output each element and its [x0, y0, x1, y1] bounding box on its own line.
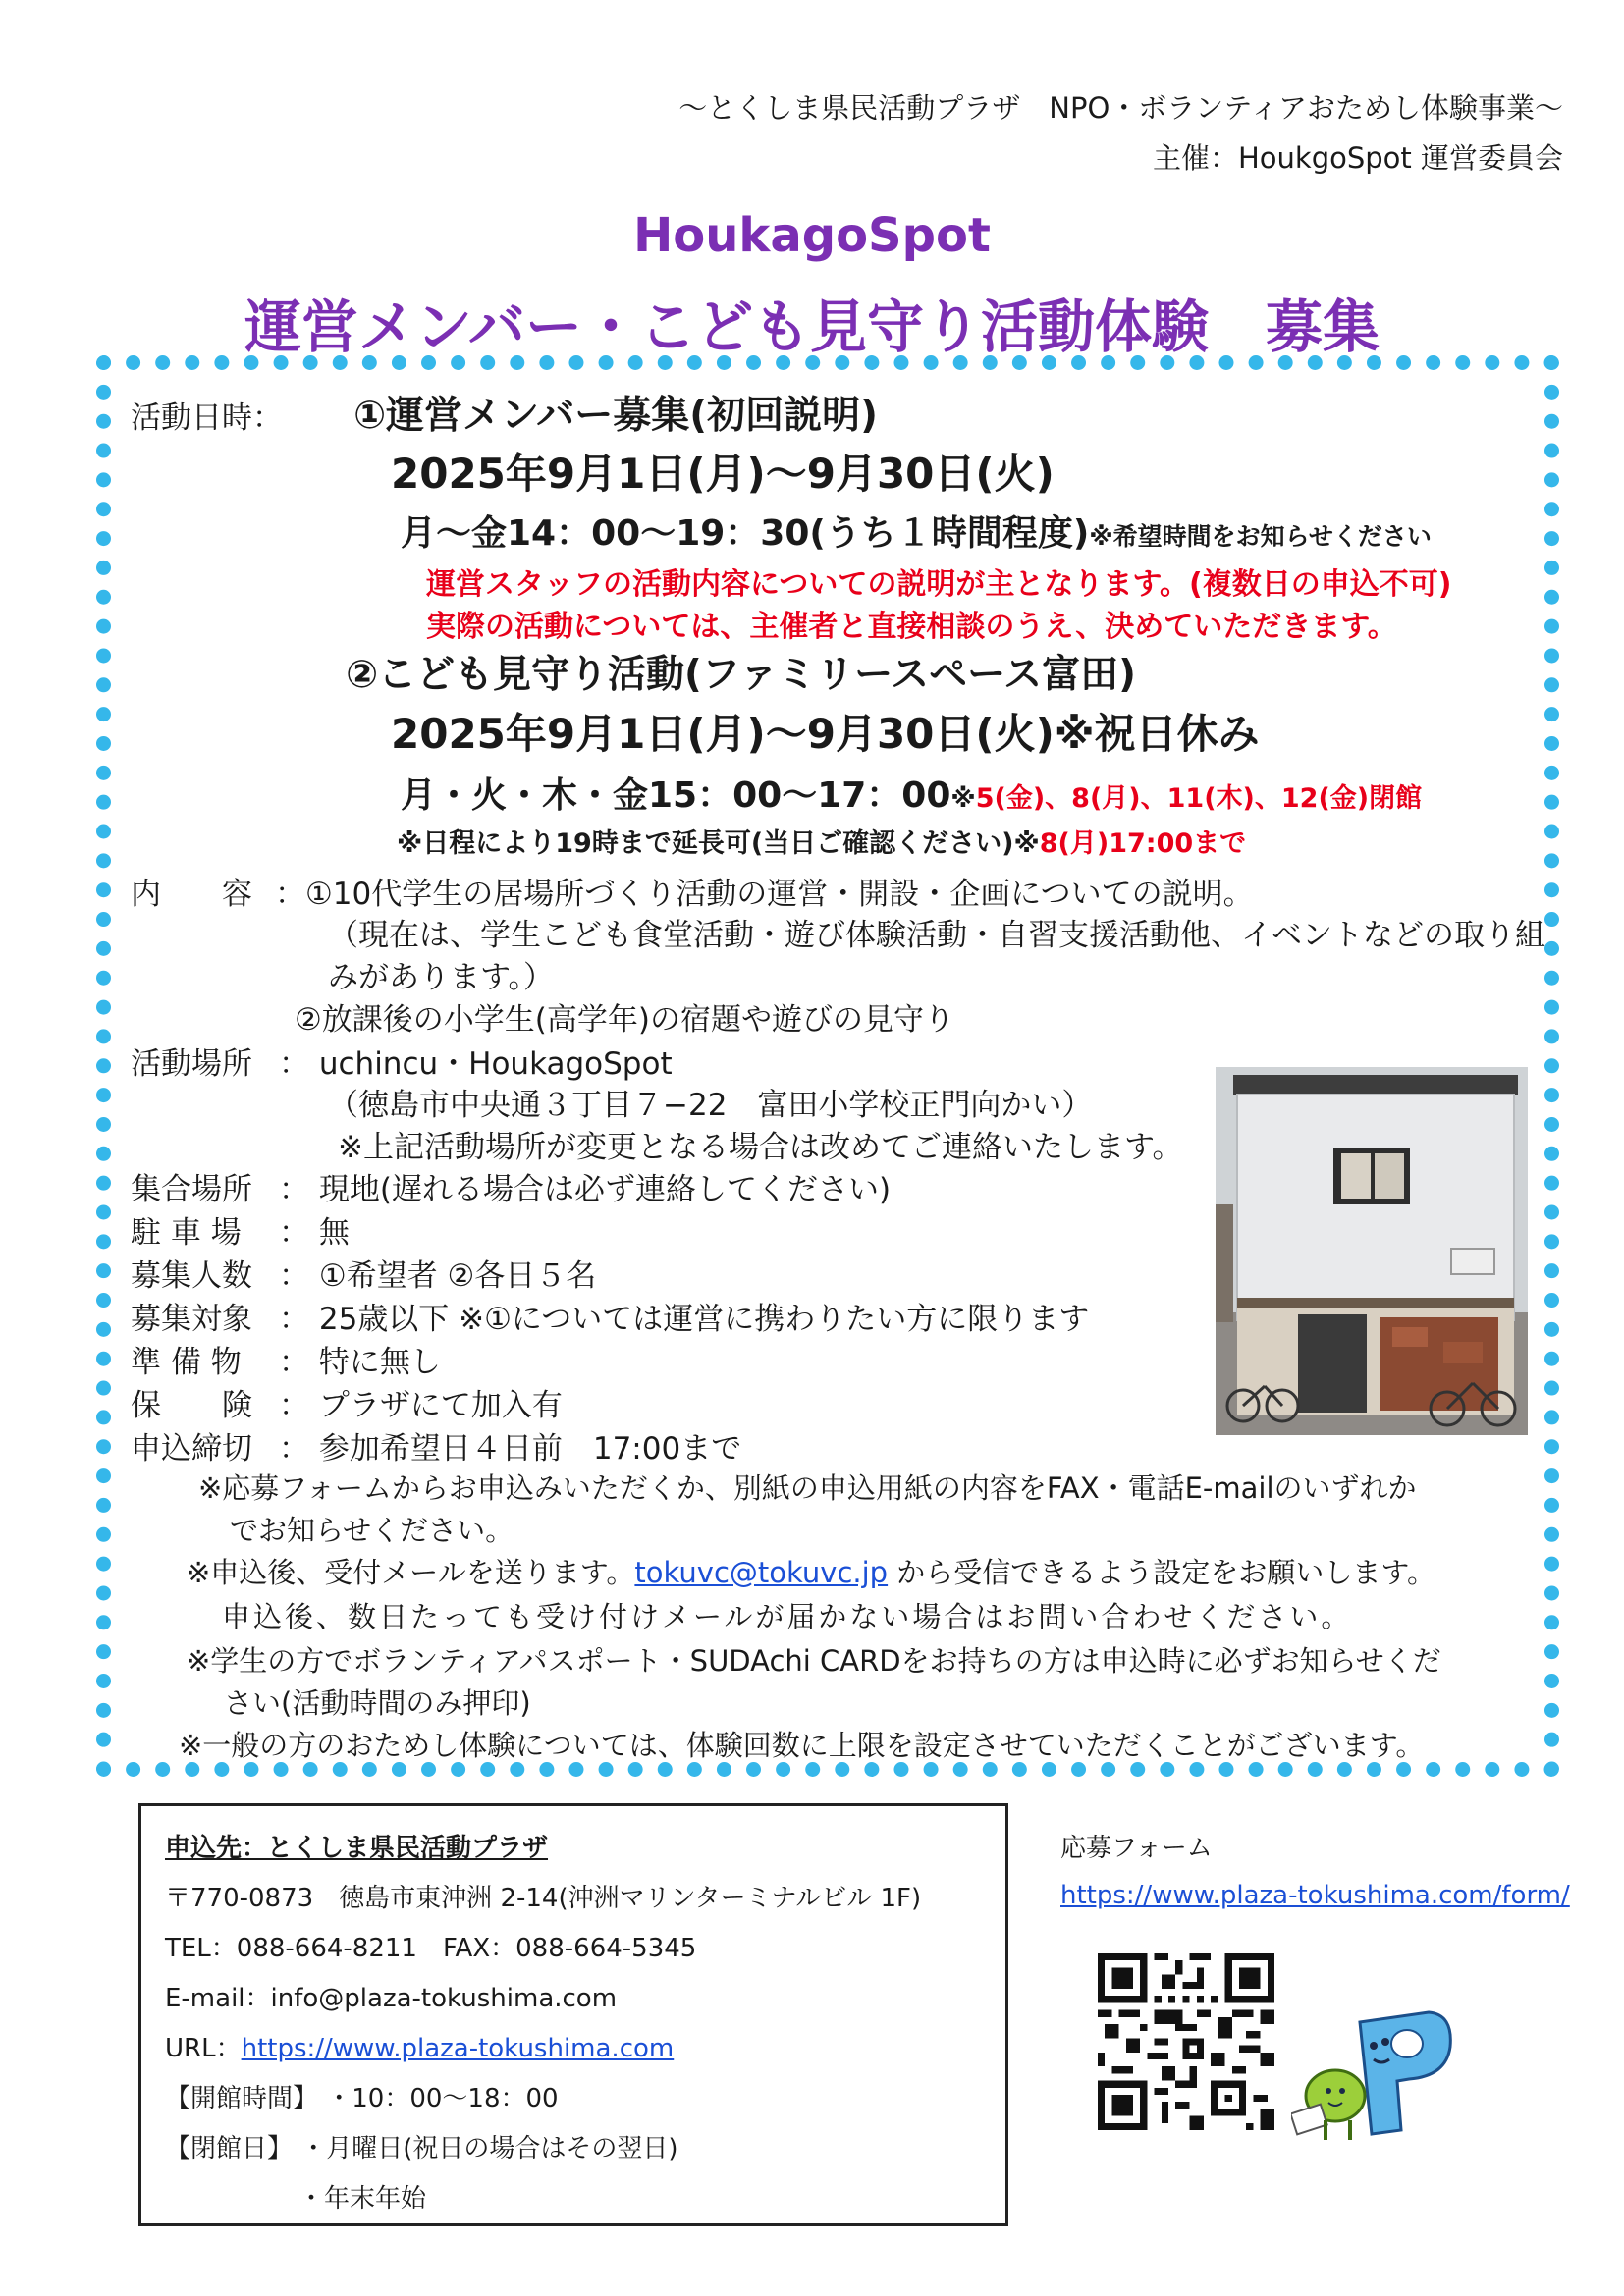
note-2b: 申込後、数日たっても受け付けメールが届かない場合はお問い合わせください。 [222, 1600, 1353, 1633]
page-title: HoukagoSpot [633, 208, 991, 263]
building-photo [1216, 1067, 1528, 1435]
form-label: 応募フォーム [1060, 1834, 1213, 1863]
schedule-item2-time: 月・火・木・金15：00～17：00 [401, 775, 951, 816]
parking-label: 駐 車 場 [131, 1215, 242, 1251]
note-1a: ※応募フォームからお申込みいただくか、別紙の申込用紙の内容をFAX・電話E-mailのいずれか [198, 1471, 1417, 1505]
contact-url-link[interactable]: https://www.plaza-tokushima.com [241, 2034, 675, 2063]
schedule-item2-time-row [401, 768, 1422, 818]
count-label: 募集人数 [131, 1258, 252, 1294]
header-organizer-line: 主催：HoukgoSpot 運営委員会 [1152, 141, 1563, 175]
content-label: 内 容 [131, 877, 252, 912]
contact-tel-fax: TEL：088-664-8211 FAX：088-664-5345 [165, 1934, 697, 1963]
schedule-item2-dates: 2025年9月1日(月)～9月30日(火)※祝日休み [391, 710, 1260, 758]
schedule-item1-time-note: ※希望時間をお知らせください [1089, 522, 1432, 551]
contact-url-row [165, 2028, 674, 2064]
contact-email[interactable]: E-mail：info@plaza-tokushima.com [165, 1984, 618, 2013]
qr-code[interactable] [1098, 1953, 1274, 2130]
schedule-item2-ext-row [397, 822, 1246, 860]
note-2-pre: ※申込後、受付メールを送ります。 [187, 1556, 635, 1589]
schedule-item1-title: ①運営メンバー募集(初回説明) [353, 394, 878, 438]
place-line-2: （徳島市中央通３丁目７−22 富田小学校正門向かい） [328, 1088, 1093, 1123]
deadline-value: ： 参加希望日４日前 17:00まで [279, 1431, 742, 1467]
insurance-label: 保 険 [131, 1388, 252, 1423]
page-subtitle: 運営メンバー・こども見守り活動体験 募集 [244, 294, 1380, 360]
target-label: 募集対象 [131, 1302, 252, 1337]
items-value: ： 特に無し [279, 1345, 441, 1380]
schedule-item1-time-row [401, 506, 1432, 556]
note-3b: さい(活動時間のみ押印) [224, 1686, 531, 1720]
header-program-line: ～とくしま県民活動プラザ NPO・ボランティアおためし体験事業～ [678, 91, 1563, 125]
form-url-link[interactable]: https://www.plaza-tokushima.com/form/ [1060, 1881, 1570, 1910]
content-line-4: ②放課後の小学生(高学年)の宿題や遊びの見守り [295, 1002, 954, 1038]
support-email-link[interactable]: tokuvc@tokuvc.jp [634, 1556, 889, 1589]
place-line-3: ※上記活動場所が変更となる場合は改めてご連絡いたします。 [338, 1130, 1183, 1165]
place-line-1: ： uchincu・HoukagoSpot [279, 1046, 673, 1082]
contact-url-label: URL： [165, 2034, 242, 2063]
contact-box [138, 1803, 1008, 2226]
place-label: 活動場所 [131, 1046, 252, 1082]
note-2 [187, 1551, 1435, 1591]
insurance-value: ： プラザにて加入有 [279, 1388, 563, 1423]
content-line-2: （現在は、学生こども食堂活動・遊び体験活動・自習支援活動他、イベントなどの取り組 [328, 918, 1545, 953]
deadline-label: 申込締切 [131, 1431, 252, 1467]
meet-value: ： 現地(遅れる場合は必ず連絡してください) [279, 1172, 892, 1207]
note-3a: ※学生の方でボランティアパスポート・SUDAchi CARDをお持ちの方は申込時に必ずお知らせくだ [187, 1644, 1441, 1678]
content-line-1: ：①10代学生の居場所づくり活動の運営・開設・企画についての説明。 [275, 877, 1254, 912]
items-label: 準 備 物 [131, 1345, 242, 1380]
parking-value: ： 無 [279, 1215, 350, 1251]
contact-title: 申込先：とくしま県民活動プラザ [165, 1834, 549, 1863]
schedule-item1-note-red-1: 運営スタッフの活動内容についての説明が主となります。(複数日の申込不可) [426, 567, 1452, 602]
contact-hours: 【開館時間】 ・10：00～18：00 [165, 2084, 559, 2113]
schedule-item2-closed-mark: ※ [950, 784, 976, 814]
contact-closed-newyear: ・年末年始 [298, 2184, 427, 2214]
count-value: ： ①希望者 ②各日５名 [279, 1258, 597, 1294]
note-1b: でお知らせください。 [230, 1514, 514, 1547]
meet-label: 集合場所 [131, 1172, 252, 1207]
schedule-item2-title: ②こども見守り活動(ファミリースペース富田) [346, 653, 1136, 697]
schedule-item1-dates: 2025年9月1日(月)～9月30日(火) [391, 450, 1055, 498]
schedule-item2-ext-red: 8(月)17:00まで [1039, 828, 1247, 859]
schedule-item2-closed: 5(金)、8(月)、11(木)、12(金)閉館 [975, 783, 1423, 814]
note-4: ※一般の方のおためし体験については、体験回数に上限を設定させていただくことがございます。 [179, 1729, 1425, 1762]
schedule-item1-time: 月～金14：00～19：30(うち１時間程度) [401, 513, 1090, 554]
mascot-illustration [1291, 2002, 1463, 2150]
contact-address: 〒770-0873 徳島市東沖洲 2-14(沖洲マリンターミナルビル 1F) [165, 1884, 922, 1913]
schedule-label: 活動日時： [131, 400, 283, 436]
schedule-item1-note-red-2: 実際の活動については、主催者と直接相談のうえ、決めていただきます。 [426, 610, 1397, 644]
target-value: ： 25歳以下 ※①については運営に携わりたい方に限ります [279, 1302, 1090, 1337]
contact-closed-days: 【閉館日】 ・月曜日(祝日の場合はその翌日) [165, 2134, 678, 2163]
note-2-post: から受信できるよう設定をお願いします。 [888, 1556, 1435, 1589]
content-line-3: みがあります。） [328, 960, 555, 995]
schedule-item2-ext: ※日程により19時まで延長可(当日ご確認ください)※ [397, 828, 1040, 859]
